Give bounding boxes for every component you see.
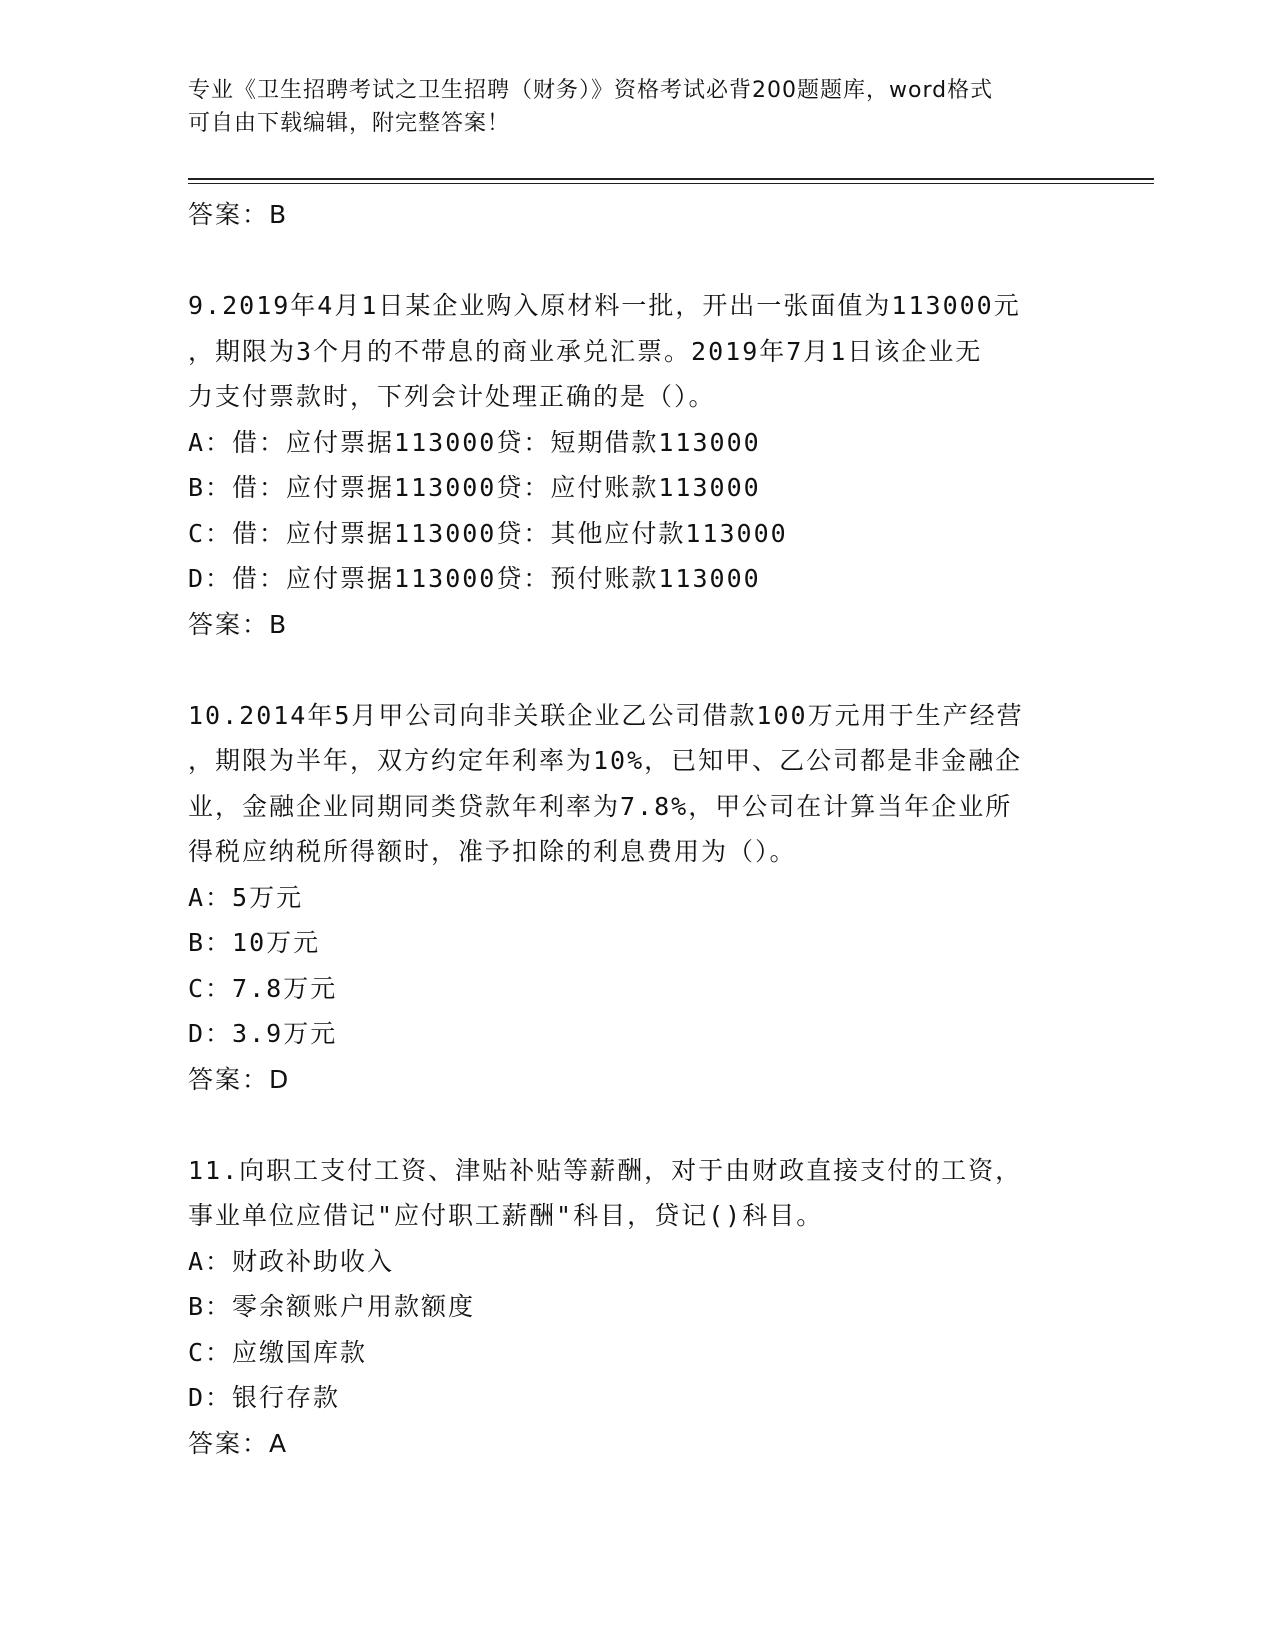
option-a: A：财政补助收入 bbox=[188, 1246, 395, 1276]
answer: 答案：D bbox=[188, 1064, 291, 1094]
question-block-11 bbox=[188, 1148, 1088, 1467]
header-divider-thick bbox=[188, 178, 1154, 180]
option-b: B：借：应付票据113000贷：应付账款113000 bbox=[188, 473, 761, 502]
question-content bbox=[188, 192, 1088, 1466]
previous-answer: 答案：B bbox=[188, 200, 289, 229]
answer: 答案：B bbox=[188, 609, 289, 639]
question-block-10 bbox=[188, 693, 1088, 1103]
question-text-line: 业，金融企业同期同类贷款年利率为7.8%，甲公司在计算当年企业所 bbox=[188, 791, 1013, 821]
spacer bbox=[188, 1102, 1088, 1148]
spacer bbox=[188, 647, 1088, 693]
question-text-line: 得税应纳税所得额时，准予扣除的利息费用为（）。 bbox=[188, 837, 797, 866]
option-d: D：3.9万元 bbox=[188, 1019, 338, 1048]
option-d: D：借：应付票据113000贷：预付账款113000 bbox=[188, 564, 761, 593]
question-text-line: ，期限为半年，双方约定年利率为10%，已知甲、乙公司都是非金融企 bbox=[188, 746, 1023, 775]
option-c: C：借：应付票据113000贷：其他应付款113000 bbox=[188, 518, 788, 548]
option-a: A：借：应付票据113000贷：短期借款113000 bbox=[188, 427, 761, 457]
question-text-line: 事业单位应借记"应付职工薪酬"科目，贷记()科目。 bbox=[188, 1201, 824, 1230]
question-block-9 bbox=[188, 283, 1088, 647]
document-header bbox=[188, 74, 1068, 140]
option-d: D：银行存款 bbox=[188, 1383, 341, 1412]
option-c: C：应缴国库款 bbox=[188, 1337, 368, 1367]
option-c: C：7.8万元 bbox=[188, 973, 338, 1003]
header-title-line-2: 可自由下载编辑，附完整答案！ bbox=[188, 111, 511, 136]
question-text-line: ，期限为3个月的不带息的商业承兑汇票。2019年7月1日该企业无 bbox=[188, 336, 983, 366]
option-a: A：5万元 bbox=[188, 882, 304, 912]
question-text-line: 11.向职工支付工资、津贴补贴等薪酬，对于由财政直接支付的工资， bbox=[188, 1155, 1023, 1185]
spacer bbox=[188, 238, 1088, 284]
header-divider-thin bbox=[188, 183, 1154, 184]
option-b: B：10万元 bbox=[188, 928, 321, 957]
answer: 答案：A bbox=[188, 1428, 289, 1458]
option-b: B：零余额账户用款额度 bbox=[188, 1292, 476, 1321]
question-text-line: 10.2014年5月甲公司向非关联企业乙公司借款100万元用于生产经营 bbox=[188, 700, 1024, 730]
header-title-line-1: 专业《卫生招聘考试之卫生招聘（财务）》资格考试必背200题题库，word格式 bbox=[188, 78, 994, 103]
question-text-line: 力支付票款时，下列会计处理正确的是（）。 bbox=[188, 382, 716, 411]
question-text-line: 9.2019年4月1日某企业购入原材料一批，开出一张面值为113000元 bbox=[188, 291, 1021, 320]
